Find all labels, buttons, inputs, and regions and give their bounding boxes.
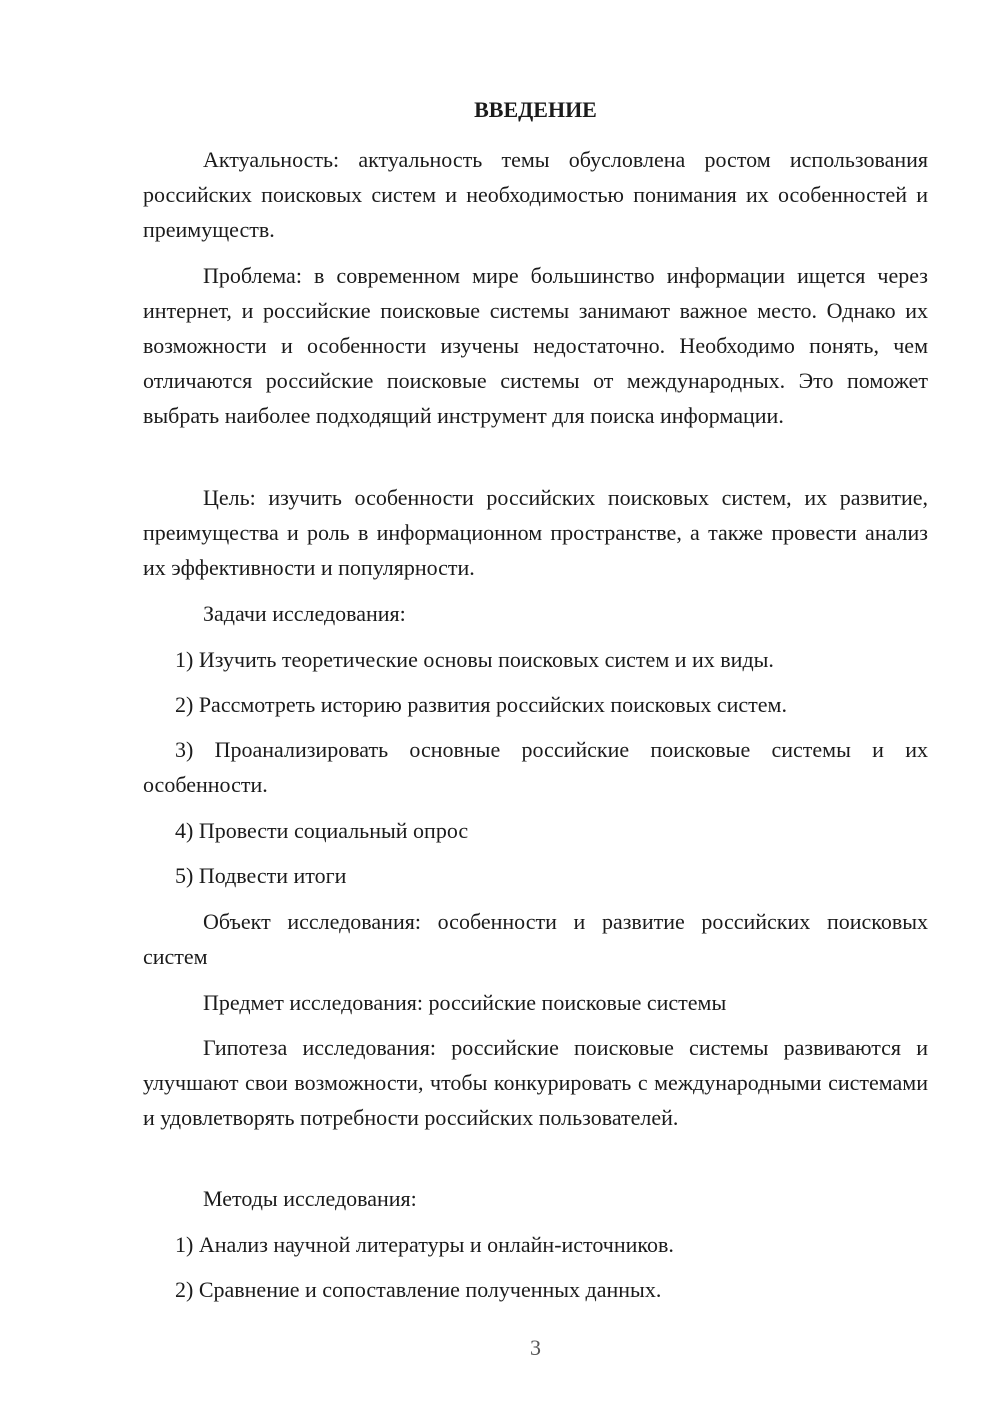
paragraph-relevance: Актуальность: актуальность темы обусловлена ростом использования российских поисковых систем и необходимостью понимания их особенностей и преимуществ. xyxy=(143,147,928,242)
list-item-task-3: 3) Проанализировать основные российские поисковые системы и их особенности. xyxy=(143,737,928,797)
page-title: ВВЕДЕНИЕ xyxy=(474,97,597,122)
paragraph-tasks-heading: Задачи исследования: xyxy=(203,601,406,626)
list-item-method-1: 1) Анализ научной литературы и онлайн-источников. xyxy=(175,1232,674,1257)
list-item-method-2: 2) Сравнение и сопоставление полученных данных. xyxy=(175,1277,662,1302)
paragraph-problem: Проблема: в современном мире большинство информации ищется через интернет, и российские поисковые системы занимают важное место. Однако их возможности и особенности изучены недостаточно. Необходимо понять, чем отличаются российские поисковые системы от международных. Это поможет выбрать наиболее подходящий инструмент для поиска информации. xyxy=(143,263,928,428)
list-item-task-4: 4) Провести социальный опрос xyxy=(175,818,469,843)
page-number: 3 xyxy=(530,1335,541,1360)
paragraph-object: Объект исследования: особенности и развитие российских поисковых систем xyxy=(143,909,928,969)
paragraph-methods-heading: Методы исследования: xyxy=(203,1186,417,1211)
paragraph-goal: Цель: изучить особенности российских поисковых систем, их развитие, преимущества и роль в информационном пространстве, а также провести анализ их эффективности и популярности. xyxy=(143,485,928,580)
paragraph-subject: Предмет исследования: российские поисковые системы xyxy=(203,990,727,1015)
list-item-task-2: 2) Рассмотреть историю развития российских поисковых систем. xyxy=(175,692,787,717)
list-item-task-1: 1) Изучить теоретические основы поисковых систем и их виды. xyxy=(175,647,774,672)
list-item-task-5: 5) Подвести итоги xyxy=(175,863,347,888)
paragraph-hypothesis: Гипотеза исследования: российские поисковые системы развиваются и улучшают свои возможности, чтобы конкурировать с международными системами и удовлетворять потребности российских пользователей. xyxy=(143,1035,928,1130)
